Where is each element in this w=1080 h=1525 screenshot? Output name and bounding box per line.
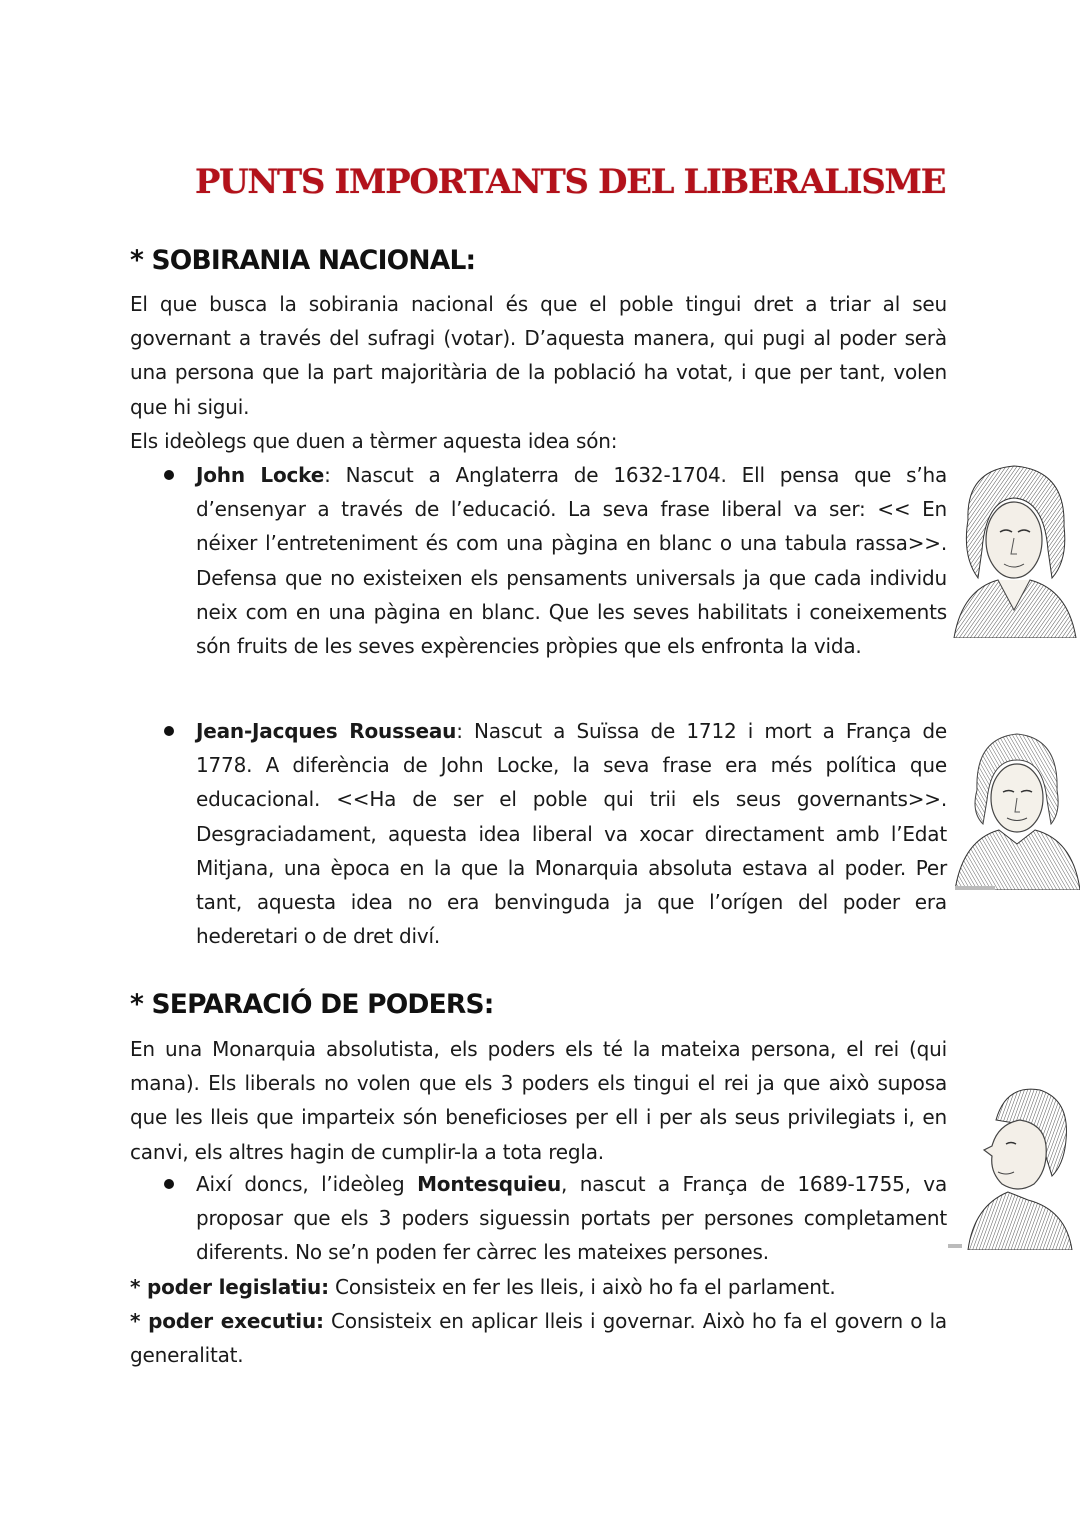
poder-executiu [130,1304,947,1372]
rousseau-paragraph [196,714,947,953]
legislatiu-text: Consisteix en fer les lleis, i això ho fa el parlament. [328,1275,836,1299]
sobirania-intro: El que busca la sobirania nacional és que el poble tingui dret a triar al seu governant a través del sufragi (votar). D’aquesta manera, qui pugi al poder serà una persona que la part majoritària de la població ha votat, i que per tant, volen que hi sigui. [130,292,947,419]
montesquieu-text: , nascut a França de 1689-1755, va proposar que els 3 poders siguessin portats per persones completament diferents. No se’n poden fer càrrec les mateixes persones. [196,1172,947,1265]
bullet-dot [164,470,174,480]
locke-paragraph [196,458,947,663]
montesquieu-portrait [948,1080,1080,1250]
rousseau-name: Jean-Jacques Rousseau [196,719,457,743]
john-locke-portrait [948,460,1080,638]
legislatiu-label: * poder legislatiu: [130,1275,329,1299]
montesquieu-name: Montesquieu [417,1172,562,1196]
sobirania-lead: Els ideòlegs que duen a tèrmer aquesta idea són: [130,429,618,453]
poder-legislatiu [130,1270,947,1304]
section-heading-separacio: * SEPARACIÓ DE PODERS: [130,989,494,1020]
montesquieu-pre: Així doncs, l’ideòleg [196,1172,418,1196]
executiu-label: * poder executiu: [130,1309,324,1333]
rousseau-portrait [955,720,1080,890]
page-title: PUNTS IMPORTANTS DEL LIBERALISME [194,162,946,202]
bullet-dot [164,726,174,736]
separacio-intro: En una Monarquia absolutista, els poders els té la mateixa persona, el rei (qui mana). Els liberals no volen que els 3 poders els tingui el rei ja que això suposa que les lleis que imparteix són beneficioses per ell i per als seus privilegiats i, en canvi, els altres hagin de cumplir-la a tota regla. [130,1037,947,1164]
rousseau-text: : Nascut a Suïssa de 1712 i mort a França de 1778. A diferència de John Locke, la seva frase era més política que educacional. <<Ha de ser el poble qui trii els seus governants>>. Desgraciadament, aquesta idea liberal va xocar directament amb l’Edat Mitjana, una època en la que la Monarquia absoluta estava al poder. Per tant, aquesta idea no era benvinguda ja que l’orígen del poder era hederetari o de dret diví. [196,719,947,949]
bullet-dot [164,1179,174,1189]
locke-name: John Locke [196,463,325,487]
montesquieu-paragraph [196,1167,947,1270]
locke-text: : Nascut a Anglaterra de 1632-1704. Ell pensa que s’ha d’ensenyar a través de l’educació. La seva frase liberal va ser: << En néixer l’entreteniment és com una pàgina en blanc o una tabula rassa>>. Defensa que no existeixen els pensaments universals ja que cada individu neix com en una pàgina en blanc. Que les seves habilitats i coneixements són fruits de les seves expèrencies pròpies que els enfronta la vida. [196,463,948,659]
section-heading-sobirania: * SOBIRANIA NACIONAL: [130,245,476,276]
executiu-text: Consisteix en aplicar lleis i governar. Això ho fa el govern o la generalitat. [130,1309,947,1368]
